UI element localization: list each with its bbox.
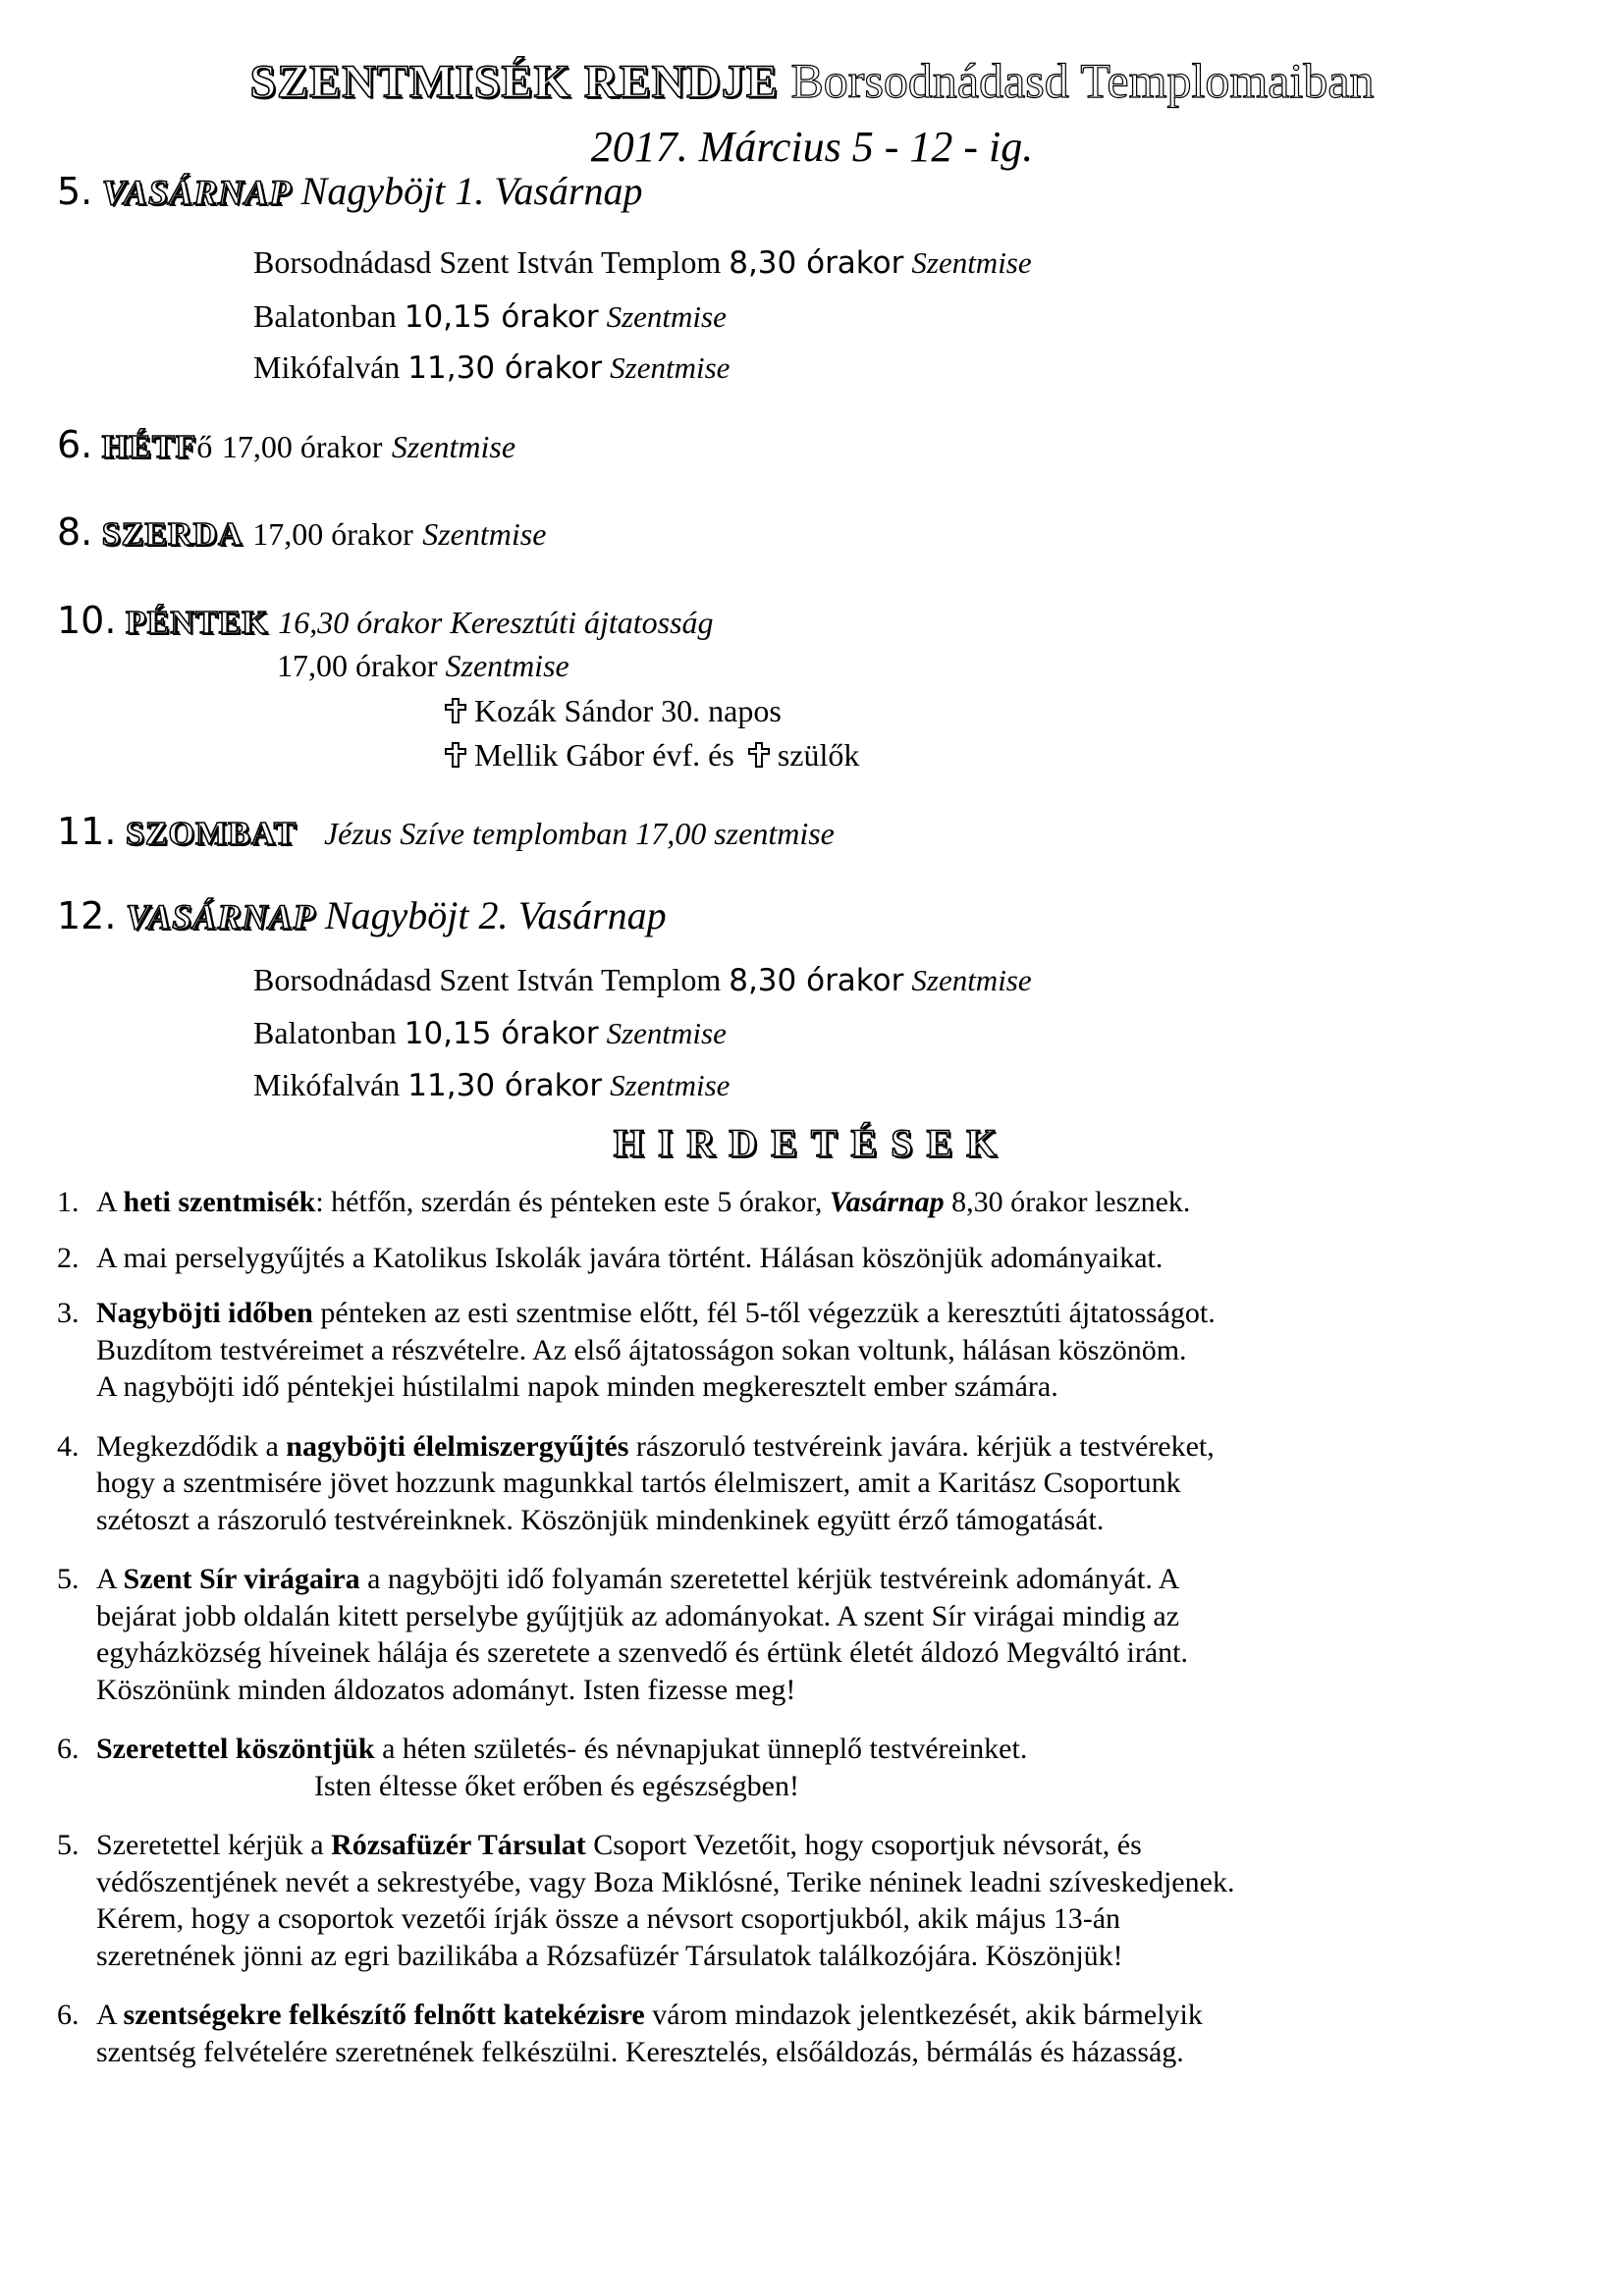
announcement-line [96, 1561, 1589, 1598]
text-run: a nagyböjti idő folyamán szeretettel kérjük testvéreink adományát. A [359, 1563, 1180, 1595]
announcement-line [96, 1465, 1589, 1502]
text-run: : hétfőn, szerdán és pénteken este 5 órakor, [315, 1186, 830, 1218]
schedule-day-monday-6 [57, 420, 515, 472]
text-run: A nagyböjti idő péntekjei hústilalmi napok minden megkeresztelt ember számára. [96, 1370, 1058, 1403]
schedule-day-sunday-12 [57, 891, 667, 941]
emphasis-bold: heti szentmisék [123, 1186, 316, 1218]
mass-place: Mikófalván [253, 1067, 401, 1102]
emphasis-bold: Szeretettel köszöntjük [96, 1733, 375, 1765]
mass-row [253, 958, 1032, 1002]
text-run: A mai perselygyűjtés a Katolikus Iskolák javára történt. Hálásan köszönjük adományaikat. [96, 1241, 1164, 1274]
mass-type: Szentmise [610, 350, 731, 385]
text-run: védőszentjének nevét a sekrestyébe, vagy Boza Miklósné, Terike néninek leadni szíveskedjenek. [96, 1865, 1235, 1898]
day-name-tail: ő [196, 429, 213, 464]
mass-place: Borsodnádasd Szent István Templom [253, 244, 722, 280]
emphasis-bold: Nagyböjti időben [96, 1297, 313, 1329]
day-name: SZOMBAT [125, 816, 298, 852]
text-run: Csoport Vezetőit, hogy csoportjuk névsorát, és [585, 1829, 1142, 1861]
day-name: SZERDA [101, 516, 244, 553]
text-run: bejárat jobb oldalán kitett perselybe gyűjtjük az adományokat. A szent Sír virágai mindig az [96, 1599, 1180, 1632]
announcement-number: 6. [57, 1999, 80, 2031]
text-run: Szeretettel kérjük a [96, 1829, 332, 1861]
text-run: hogy a szentmisére jövet hozzunk magunkkal tartós élelmiszert, amit a Karitász Csoportunk [96, 1467, 1181, 1499]
text-run: 8,30 órakor lesznek. [944, 1186, 1191, 1218]
announcement-item [57, 1827, 1589, 1974]
announcement-line [96, 1827, 1589, 1864]
mass-row [253, 294, 727, 339]
mass-place: Mikófalván [253, 349, 401, 385]
announcement-number: 6. [57, 1733, 80, 1765]
mass-row [277, 644, 569, 687]
announcement-line [96, 1598, 1589, 1635]
schedule-day-saturday-11 [57, 807, 835, 859]
intention-text: szülők [777, 737, 860, 773]
day-note: Nagyböjt 1. Vasárnap [300, 169, 643, 213]
mass-type: Szentmise [911, 245, 1032, 280]
day-number: 8. [57, 510, 93, 554]
intention-row [445, 733, 859, 776]
announcement-item [57, 1997, 1589, 2070]
cross-icon [748, 742, 770, 768]
announcement-item [57, 1731, 1589, 1804]
announcements-heading: HIRDETÉSEK [613, 1121, 1011, 1165]
announcement-number: 1. [57, 1186, 80, 1218]
announcement-item [57, 1428, 1589, 1539]
mass-row [253, 346, 730, 390]
announcement-number: 3. [57, 1297, 80, 1329]
emphasis-bold: szentségekre felkészítő felnőtt katekézisre [123, 1999, 645, 2031]
mass-type: Szentmise [422, 516, 547, 552]
date-range: 2017. Március 5 - 12 - ig. [590, 123, 1034, 171]
day-note: Jézus Szíve templomban 17,00 szentmise [323, 816, 835, 851]
emphasis-bold: Szent Sír virágaira [123, 1563, 360, 1595]
announcement-number: 2. [57, 1241, 80, 1274]
mass-time: 10,15 órakor [404, 299, 599, 335]
announcement-line [96, 1634, 1589, 1672]
announcement-line [96, 1295, 1589, 1332]
announcement-line [96, 1502, 1589, 1539]
mass-row [253, 1011, 727, 1055]
text-run: A [96, 1186, 124, 1218]
mass-time: 8,30 órakor [729, 245, 904, 281]
announcement-number: 5. [57, 1829, 80, 1861]
mass-place: Borsodnádasd Szent István Templom [253, 962, 722, 997]
mass-time: 11,30 órakor [407, 1068, 603, 1103]
text-run: Buzdítom testvéreimet a részvételre. Az első ájtatosságon sokan voltunk, hálásan köszönöm. [96, 1333, 1187, 1366]
mass-place: Balatonban [253, 1015, 397, 1050]
day-name [102, 429, 197, 465]
announcement-line [96, 1997, 1589, 2034]
announcement-line [96, 1768, 1589, 1805]
emphasis-bold-italic: Vasárnap [829, 1186, 945, 1218]
text-run: A [96, 1999, 124, 2031]
announcement-line [96, 2034, 1589, 2071]
announcement-line [96, 1428, 1589, 1466]
schedule-day-sunday-5 [57, 167, 642, 217]
announcement-item [57, 1184, 1589, 1221]
announcement-line [96, 1900, 1589, 1938]
title-location: Borsodnádasd Templomaiban [790, 53, 1375, 108]
text-run: szétoszt a rászoruló testvéreinknek. Köszönjük mindenkinek együtt érző támogatását. [96, 1503, 1105, 1536]
text-run: A [96, 1563, 124, 1595]
intention-row [445, 689, 782, 732]
text-run: várom mindazok jelentkezését, akik bármelyik [644, 1999, 1203, 2031]
mass-row [253, 240, 1032, 285]
mass-time: 11,30 órakor [407, 350, 603, 386]
day-name: VASÁRNAP [125, 897, 316, 936]
mass-type: Szentmise [606, 299, 727, 334]
mass-row [253, 1063, 730, 1107]
text-run: rászoruló testvéreink javára. kérjük a testvéreket, [628, 1429, 1215, 1463]
mass-type: Szentmise [445, 648, 569, 683]
day-number: 6. [57, 423, 93, 466]
announcement-item [57, 1561, 1589, 1708]
text-run: szentség felvételére szeretnének felkészülni. Keresztelés, elsőáldozás, bérmálás és házasság. [96, 2035, 1184, 2068]
title-decorative: SZENTMISÉK RENDJE [249, 56, 779, 108]
mass-place: Balatonban [253, 298, 397, 334]
announcement-line [96, 1240, 1589, 1277]
day-name: VASÁRNAP [101, 173, 293, 212]
mass-time: 10,15 órakor [404, 1016, 599, 1051]
text-run: egyházközség híveinek hálája és szeretete a szenvedő és értünk életét áldozó Megváltó iránt. [96, 1636, 1189, 1669]
announcement-line [96, 1938, 1589, 1975]
announcement-item [57, 1295, 1589, 1406]
text-run: pénteken az esti szentmise előtt, fél 5-től végezzük a keresztúti ájtatosságot. [312, 1297, 1216, 1329]
cross-icon [445, 742, 466, 768]
announcement-line [96, 1184, 1589, 1221]
text-run: Köszönünk minden áldozatos adományt. Isten fizesse meg! [96, 1673, 796, 1706]
text-run: a héten születés- és névnapjukat ünneplő testvéreinket. [374, 1733, 1028, 1765]
mass-time: 8,30 órakor [729, 963, 904, 998]
day-number: 11. [57, 810, 117, 853]
day-number: 10. [57, 599, 117, 642]
mass-time: 17,00 órakor [252, 516, 413, 552]
announcement-item [57, 1240, 1589, 1277]
mass-time: 17,00 órakor [221, 429, 383, 464]
cross-icon [445, 698, 466, 723]
mass-type: Szentmise [610, 1068, 731, 1102]
page-title [0, 51, 1624, 112]
day-name: PÉNTEK [125, 605, 269, 641]
mass-type: Szentmise [391, 429, 516, 464]
intention-text: Kozák Sándor 30. napos [474, 693, 782, 728]
day-number: 5. [57, 170, 93, 213]
text-run: Isten éltesse őket erőben és egészségben! [314, 1769, 799, 1802]
text-run: Megkezdődik a [96, 1429, 287, 1463]
text-run: szeretnének jönni az egri bazilikába a Rózsafüzér Társulatok találkozójára. Köszönjük! [96, 1939, 1123, 1972]
emphasis-bold: nagyböjti élelmiszergyűjtés [286, 1429, 629, 1463]
day-note: Nagyböjt 2. Vasárnap [324, 893, 667, 937]
emphasis-bold: Rózsafüzér Társulat [331, 1829, 586, 1861]
announcement-number: 4. [57, 1429, 80, 1463]
schedule-day-friday-10 [57, 596, 714, 648]
devotion-note: 16,30 órakor Keresztúti ájtatosság [278, 605, 714, 640]
schedule-day-wednesday-8 [57, 507, 546, 560]
announcement-line [96, 1672, 1589, 1709]
announcement-line [96, 1332, 1589, 1369]
mass-time: 17,00 órakor [277, 648, 438, 683]
mass-type: Szentmise [606, 1016, 727, 1050]
intention-text: Mellik Gábor évf. és [474, 737, 734, 773]
announcement-line [96, 1864, 1589, 1901]
text-run: Kérem, hogy a csoportok vezetői írják össze a névsort csoportjukból, akik május 13-án [96, 1902, 1121, 1935]
announcement-line [96, 1368, 1589, 1406]
announcement-line [96, 1731, 1589, 1768]
mass-type: Szentmise [911, 963, 1032, 997]
day-name-caps: HÉTF [101, 429, 197, 465]
announcements-list [57, 1184, 1589, 2089]
day-number: 12. [57, 894, 117, 937]
announcement-number: 5. [57, 1563, 80, 1595]
